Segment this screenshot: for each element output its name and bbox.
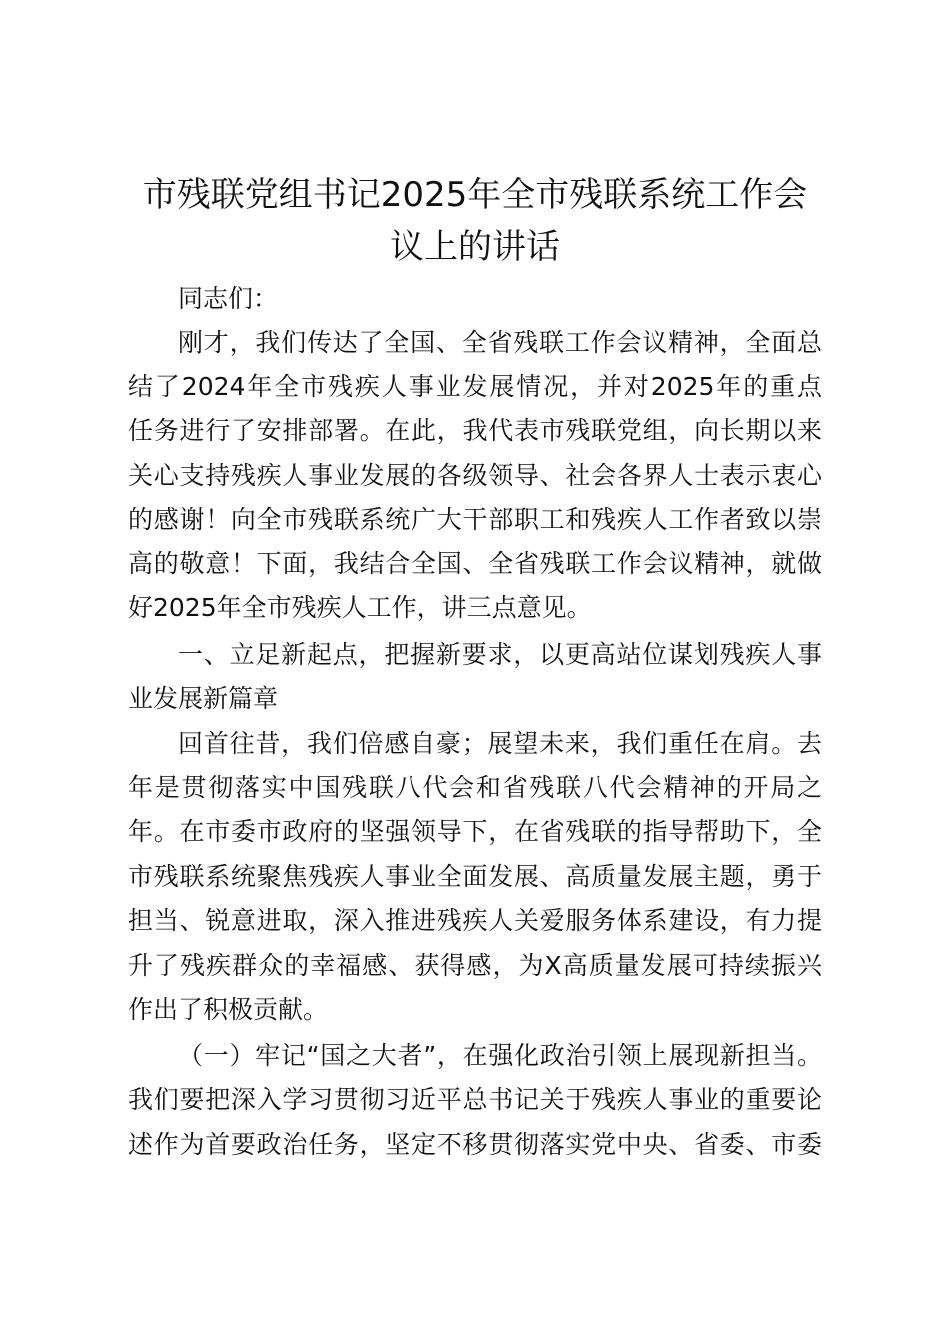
paragraph-line: 回首往昔，我们倍感自豪；展望未来，我们重任在肩。去 (178, 729, 822, 758)
paragraph-line: 关心支持残疾人事业发展的各级领导、社会各界人士表示衷心 (128, 461, 822, 490)
section-heading-line: 一、立足新起点，把握新要求，以更高站位谋划残疾人事 (178, 640, 822, 669)
subsection-heading-line: （一）牢记“国之大者”，在强化政治引领上展现新担当。 (178, 1041, 822, 1070)
section-heading-line: 业发展新篇章 (128, 684, 279, 713)
paragraph-line: 升了残疾群众的幸福感、获得感，为X高质量发展可持续振兴 (128, 951, 822, 980)
paragraph-line: 年。在市委市政府的坚强领导下，在省残联的指导帮助下，全 (128, 817, 822, 846)
document-title-line-2: 议上的讲话 (390, 227, 560, 267)
paragraph-line: 市残联系统聚焦残疾人事业全面发展、高质量发展主题，勇于 (128, 862, 822, 891)
paragraph-line: 高的敬意！下面，我结合全国、全省残联工作会议精神，就做 (128, 549, 822, 578)
paragraph-line: 担当、锐意进取，深入推进残疾人关爱服务体系建设，有力提 (128, 906, 822, 935)
paragraph-line: 任务进行了安排部署。在此，我代表市残联党组，向长期以来 (128, 416, 822, 445)
document-title-line-1: 市残联党组书记2025年全市残联系统工作会 (142, 175, 808, 215)
paragraph-line: 年是贯彻落实中国残联八代会和省残联八代会精神的开局之 (128, 773, 822, 802)
paragraph-line: 作出了积极贡献。 (128, 995, 329, 1024)
paragraph-line: 结了2024年全市残疾人事业发展情况，并对2025年的重点 (128, 372, 822, 401)
paragraph-line: 述作为首要政治任务，坚定不移贯彻落实党中央、省委、市委 (128, 1130, 822, 1159)
paragraph-line: 我们要把深入学习贯彻习近平总书记关于残疾人事业的重要论 (128, 1085, 822, 1114)
paragraph-line: 好2025年全市残疾人工作，讲三点意见。 (128, 593, 592, 622)
paragraph-line: 的感谢！向全市残联系统广大干部职工和残疾人工作者致以崇 (128, 505, 822, 534)
salutation: 同志们： (178, 284, 279, 313)
paragraph-line: 刚才，我们传达了全国、全省残联工作会议精神，全面总 (178, 328, 822, 357)
